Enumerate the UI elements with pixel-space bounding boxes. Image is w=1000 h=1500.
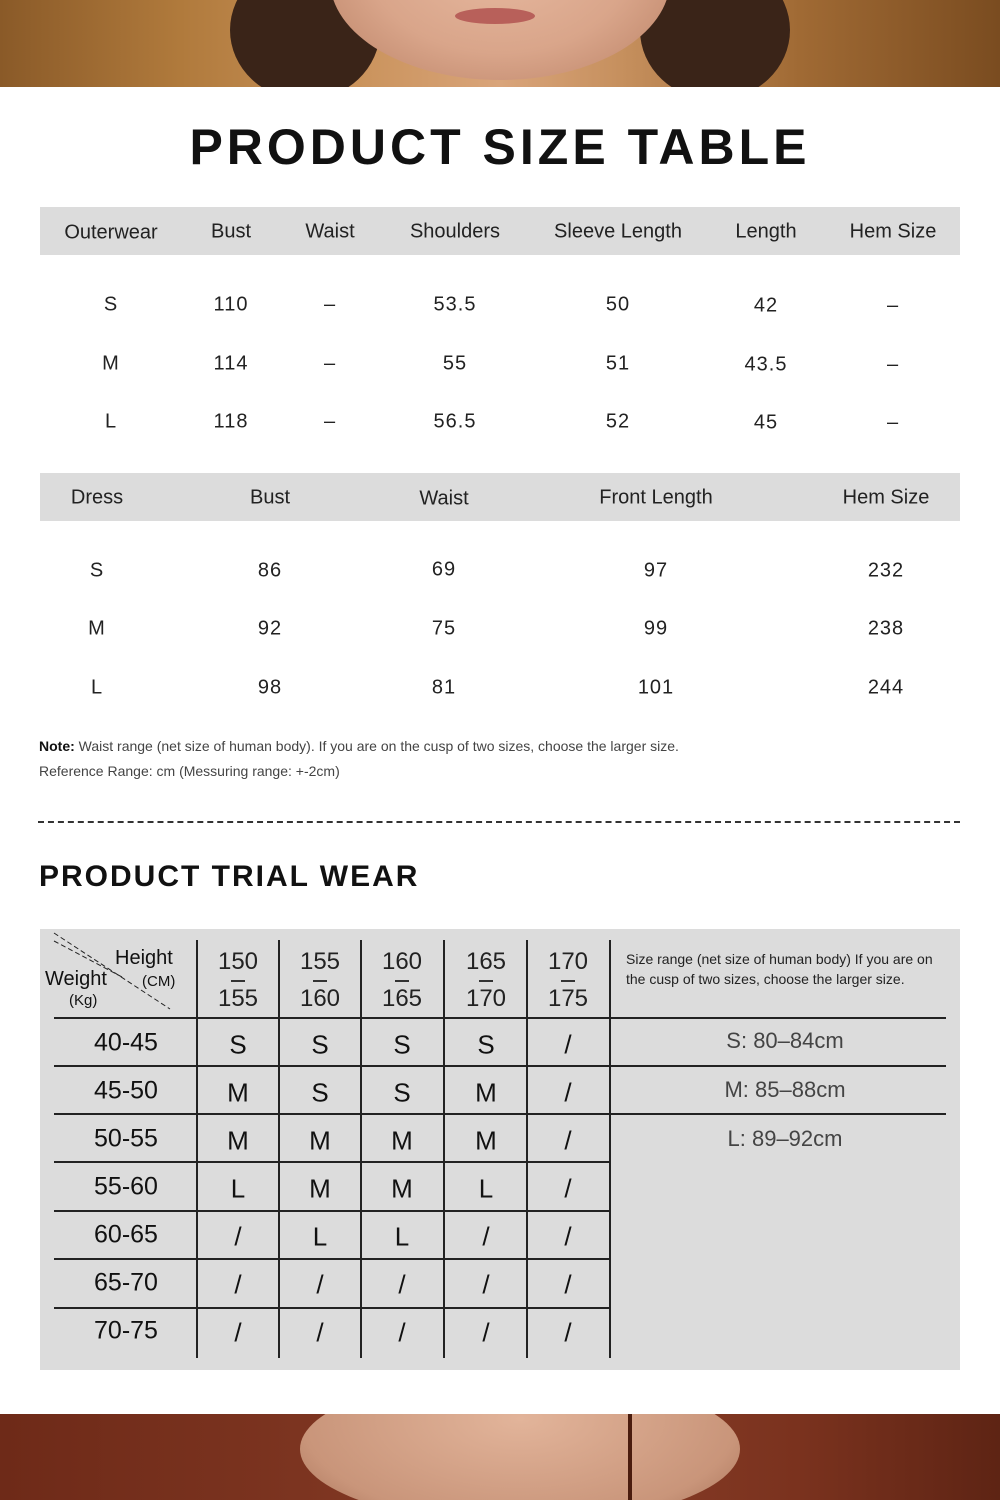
grid-line bbox=[54, 1017, 946, 1019]
page-title: PRODUCT SIZE TABLE bbox=[189, 119, 811, 175]
outerwear-cell: 114 bbox=[213, 352, 249, 375]
size-cell: S bbox=[229, 1029, 247, 1060]
dress-header-cell: Waist bbox=[419, 487, 469, 510]
dress-header-cell: Bust bbox=[249, 486, 291, 509]
size-cell: M bbox=[309, 1173, 331, 1204]
grid-line bbox=[54, 1307, 611, 1309]
size-cell: / bbox=[564, 1029, 572, 1060]
outerwear-cell: L bbox=[104, 410, 118, 433]
dress-cell: 81 bbox=[431, 676, 457, 699]
waist-range-l: L: 89–92cm bbox=[727, 1126, 843, 1151]
size-cell: / bbox=[234, 1269, 242, 1300]
size-cell: / bbox=[234, 1221, 242, 1252]
size-cell: S bbox=[393, 1077, 411, 1108]
dress-cell: 92 bbox=[257, 617, 283, 640]
size-cell: / bbox=[482, 1269, 490, 1300]
dress-cell: 244 bbox=[867, 676, 905, 699]
size-cell: S bbox=[477, 1029, 495, 1060]
size-cell: M bbox=[475, 1077, 497, 1108]
waist-range-m: M: 85–88cm bbox=[724, 1077, 846, 1102]
corner-height-unit: (CM) bbox=[142, 973, 176, 990]
size-cell: / bbox=[316, 1269, 324, 1300]
weight-range-label: 50-55 bbox=[94, 1124, 158, 1153]
dress-cell: 238 bbox=[867, 617, 905, 640]
grid-line bbox=[54, 1113, 946, 1115]
dress-cell: S bbox=[89, 559, 105, 582]
outerwear-cell: – bbox=[886, 411, 900, 434]
corner-weight-unit: (Kg) bbox=[69, 992, 98, 1009]
corner-weight-label: Weight bbox=[45, 968, 107, 990]
outerwear-header-cell: Outerwear bbox=[64, 221, 158, 244]
dress-header-cell: Dress bbox=[70, 486, 124, 509]
grid-line bbox=[609, 940, 611, 1358]
size-note bbox=[39, 738, 679, 754]
outerwear-cell: 118 bbox=[213, 410, 249, 433]
size-cell: S bbox=[393, 1029, 411, 1060]
grid-line bbox=[196, 940, 198, 1358]
model-lips bbox=[455, 8, 535, 24]
outerwear-cell: – bbox=[323, 293, 337, 316]
dress-cell: 99 bbox=[643, 617, 669, 640]
outerwear-cell: 43.5 bbox=[744, 353, 788, 376]
garment-tie-string bbox=[628, 1414, 632, 1500]
size-cell: M bbox=[227, 1125, 249, 1156]
model-hair-right bbox=[640, 0, 790, 87]
outerwear-cell: 51 bbox=[605, 352, 631, 375]
dress-cell: M bbox=[88, 617, 106, 640]
height-range-dash bbox=[313, 980, 327, 982]
bottom-model-photo bbox=[0, 1414, 1000, 1500]
height-range-from: 160 bbox=[381, 948, 423, 975]
height-range-to: 155 bbox=[217, 985, 259, 1012]
outerwear-cell: 50 bbox=[605, 293, 631, 316]
grid-line bbox=[54, 1210, 611, 1212]
weight-range-label: 60-65 bbox=[94, 1220, 158, 1249]
outerwear-cell: 56.5 bbox=[433, 410, 477, 433]
dress-cell: L bbox=[90, 676, 104, 699]
height-range-from: 150 bbox=[217, 948, 259, 975]
size-cell: / bbox=[564, 1269, 572, 1300]
outerwear-cell: – bbox=[886, 353, 900, 376]
outerwear-header-cell: Sleeve Length bbox=[554, 220, 682, 243]
dress-cell: 98 bbox=[257, 676, 283, 699]
size-cell: / bbox=[564, 1317, 572, 1348]
outerwear-cell: M bbox=[102, 352, 120, 375]
size-cell: / bbox=[564, 1221, 572, 1252]
dress-cell: 232 bbox=[867, 559, 905, 582]
size-cell: / bbox=[482, 1221, 490, 1252]
dress-cell: 69 bbox=[431, 558, 457, 581]
size-cell: L bbox=[394, 1221, 410, 1252]
size-cell: L bbox=[478, 1173, 494, 1204]
size-cell: / bbox=[234, 1317, 242, 1348]
size-note-label: Note: bbox=[39, 738, 75, 754]
outerwear-cell: 45 bbox=[753, 411, 779, 434]
outerwear-cell: 110 bbox=[213, 293, 249, 316]
height-range-from: 170 bbox=[547, 948, 589, 975]
dress-cell: 75 bbox=[431, 617, 457, 640]
size-cell: / bbox=[564, 1173, 572, 1204]
section-divider bbox=[38, 821, 960, 823]
outerwear-cell: S bbox=[103, 293, 119, 316]
size-cell: M bbox=[309, 1125, 331, 1156]
height-range-to: 175 bbox=[547, 985, 589, 1012]
corner-height-label: Height bbox=[115, 947, 173, 969]
size-cell: M bbox=[475, 1125, 497, 1156]
reference-range-note: Reference Range: cm (Messuring range: +-2cm) bbox=[39, 763, 340, 779]
height-range-from: 155 bbox=[299, 948, 341, 975]
outerwear-cell: 53.5 bbox=[433, 293, 477, 316]
outerwear-header-cell: Bust bbox=[210, 220, 252, 243]
height-range-to: 160 bbox=[299, 985, 341, 1012]
weight-range-label: 55-60 bbox=[94, 1172, 158, 1201]
grid-line bbox=[526, 940, 528, 1358]
grid-line bbox=[278, 940, 280, 1358]
size-cell: / bbox=[316, 1317, 324, 1348]
dress-header-cell: Front Length bbox=[599, 486, 713, 509]
outerwear-cell: – bbox=[886, 294, 900, 317]
size-cell: M bbox=[391, 1125, 413, 1156]
size-cell: / bbox=[564, 1077, 572, 1108]
grid-line bbox=[54, 1161, 611, 1163]
outerwear-header-cell: Waist bbox=[305, 220, 355, 243]
trial-side-note: Size range (net size of human body) If you are on the cusp of two sizes, choose the larger size. bbox=[626, 951, 933, 987]
size-cell: / bbox=[482, 1317, 490, 1348]
size-note-text: Waist range (net size of human body). If you are on the cusp of two sizes, choose the larger size. bbox=[74, 738, 679, 754]
outerwear-header-cell: Hem Size bbox=[849, 220, 937, 243]
weight-range-label: 45-50 bbox=[94, 1076, 158, 1105]
height-range-dash bbox=[561, 980, 575, 982]
size-cell: L bbox=[230, 1173, 246, 1204]
height-range-to: 170 bbox=[465, 985, 507, 1012]
grid-line bbox=[443, 940, 445, 1358]
dress-cell: 101 bbox=[637, 676, 675, 699]
size-cell: / bbox=[398, 1317, 406, 1348]
grid-line bbox=[54, 1065, 946, 1067]
height-range-to: 165 bbox=[381, 985, 423, 1012]
top-model-photo bbox=[0, 0, 1000, 87]
height-range-dash bbox=[395, 980, 409, 982]
weight-range-label: 70-75 bbox=[94, 1316, 158, 1345]
size-cell: M bbox=[391, 1173, 413, 1204]
dress-cell: 86 bbox=[257, 559, 283, 582]
size-cell: M bbox=[227, 1077, 249, 1108]
size-cell: S bbox=[311, 1077, 329, 1108]
weight-range-label: 65-70 bbox=[94, 1268, 158, 1297]
size-cell: S bbox=[311, 1029, 329, 1060]
outerwear-cell: 42 bbox=[753, 294, 779, 317]
height-range-dash bbox=[479, 980, 493, 982]
weight-range-label: 40-45 bbox=[94, 1028, 158, 1057]
outerwear-cell: 52 bbox=[605, 410, 631, 433]
outerwear-header-cell: Shoulders bbox=[409, 220, 501, 243]
waist-range-s: S: 80–84cm bbox=[726, 1028, 844, 1053]
outerwear-header-cell: Length bbox=[735, 220, 797, 243]
outerwear-cell: – bbox=[323, 410, 337, 433]
outerwear-cell: 55 bbox=[442, 352, 468, 375]
model-neck bbox=[300, 1414, 740, 1500]
trial-wear-title: PRODUCT TRIAL WEAR bbox=[39, 860, 420, 893]
size-cell: / bbox=[564, 1125, 572, 1156]
dress-cell: 97 bbox=[643, 559, 669, 582]
dress-header-cell: Hem Size bbox=[842, 486, 930, 509]
height-range-dash bbox=[231, 980, 245, 982]
dress-header-bar bbox=[40, 473, 960, 521]
grid-line bbox=[54, 1258, 611, 1260]
outerwear-cell: – bbox=[323, 352, 337, 375]
size-cell: L bbox=[312, 1221, 328, 1252]
size-cell: / bbox=[398, 1269, 406, 1300]
grid-line bbox=[360, 940, 362, 1358]
height-range-from: 165 bbox=[465, 948, 507, 975]
